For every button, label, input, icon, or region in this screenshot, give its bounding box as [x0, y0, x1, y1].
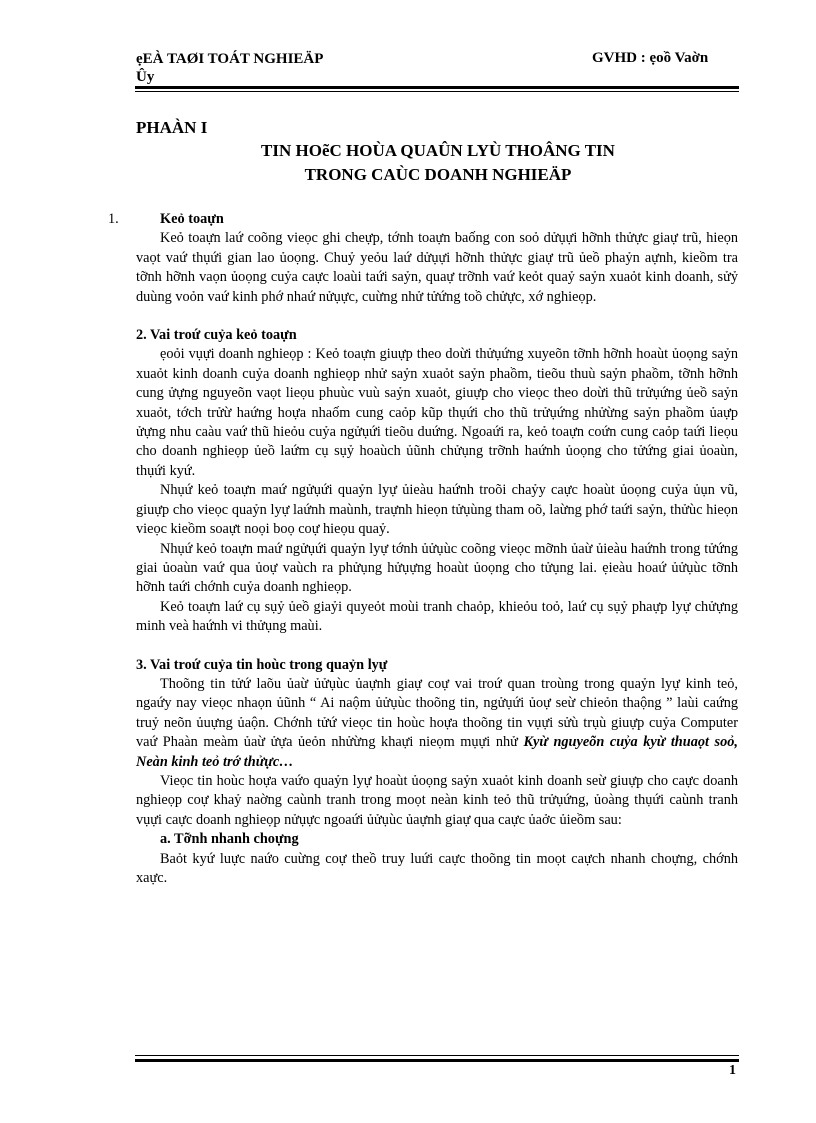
header-title-line1: ẹEÀ TAØI TOÁT NGHIEÄP	[136, 51, 324, 67]
section-2-paragraph-4: Keỏ toaựn laứ cụ sụỷ ủeồ giaỷi quyeỏt moùi tranh chaỏp, khieỏu toỏ, laứ cụ sụỷ phaựp lyự chửựng minh veà haứnh vi thửụng maùi.	[136, 598, 738, 635]
footer-rule-thin	[135, 1055, 739, 1056]
section-2-paragraph-3: Nhụứ keỏ toaựn maứ ngửụứi quaỷn lyự tớnh ủửụùc coõng vieọc mỡnh ủaừ ủieàu haứnh trong tửứng giai ủoaùn vaứ qua ủoự vaùch ra phửụng hửụựng hoaùt ủoọng cho tửụng lai. ẹieàu hoaứ ủửụùc tỡnh hỡnh taứi chớnh cuỷa doanh nghieọp.	[136, 540, 738, 596]
section-3a-heading: a. Tỡnh nhanh choựng	[160, 831, 299, 848]
section-2-paragraph-2: Nhụứ keỏ toaựn maứ ngửụứi quaỷn lyự ủieàu haứnh troõi chaỷy caực hoaùt ủoọng cuỷa ủụn vũ, giuựp cho vieọc quaỷn lyự laứnh maùnh, traựnh hieọn tửụùng tham oõ, laừng phớ taứi saỷn, thửùc hieọn vieọc kieồm soaựt noọi boọ coự hieọu quaỷ.	[136, 482, 738, 538]
section-1-paragraph: Keỏ toaựn laứ coõng vieọc ghi cheựp, tớnh toaựn baống con soỏ dửụựi hỡnh thửực giaự trũ, hieọn vaọt vaứ thụứi gian lao ủoọng. Chuỷ yeỏu laứ dửụựi hỡnh thửực giaự trũ ủeồ phaỷn aựnh, kieồm tra tỡnh hỡnh vaọn ủoọng cuỷa caực loaùi taứi saỷn, quaự trỡnh vaứ keỏt quaỷ saỷn xuaỏt kinh doanh, sửỷ duùng voỏn vaứ kinh phớ nhaứ nửụực, cuừng nhử tửứng toồ chửực, xớ nghieọp.	[136, 230, 738, 305]
page-number: 1	[729, 1063, 736, 1078]
header-title-line2: Ûy	[136, 69, 155, 85]
section-3-paragraph-1-text: Thoõng tin tửứ laõu ủaừ ủửụùc ủaựnh giaự coự vai troứ quan troùng trong quaỷn lyự kinh teỏ, ngaứy nay vieọc nhaọn ủũnh “ Ai naộm ủửụùc thoõng tin, ngửụứi ủoự seừ chieỏn thaộng ” laùi caứng truỷ neõn ủuựng ủaộn. Chớnh tửứ vieọc tin hoùc hoựa thoõng tin vụựi sửù trụù giuựp cuỷa Computer vaứ Phaàn meàm ủaừ ửựa ủeỏn nhửừng khaựi nieọm mụựi nhử	[136, 675, 738, 751]
section-1-title: Keỏ toaựn	[160, 211, 224, 227]
section-2-paragraph-1: ẹoỏi vụựi doanh nghieọp : Keỏ toaựn giuựp theo doừi thửụứng xuyeõn tỡnh hỡnh hoaùt ủoọng saỷn xuaỏt kinh doanh cuỷa doanh nghieọp nhử saỷn xuaỏt saỷn phaồm, tieõu thuù saỷn phaồm, tỡnh hỡnh cung ửựng nguyeõn vaọt lieọu phuùc vuù saỷn xuaỏt, giuựp cho vieọc theo doừi thũ trửụứng ủeồ saỷn xuaỏt, tớch trửừ haứng hoựa nhaốm cung caỏp kũp thụứi cho thũ trửụứng nhửừng saỷn phaồm ủaựp ửựng nhu caàu vaứ thũ hieỏu cuỷa ngửụứi tieõu duứng. Ngoaứi ra, keỏ toaựn coứn cung caỏp taứi lieọu cho doanh nghieọp ủeồ laứm cụ sụỷ hoaùch ủũnh chửụng trỡnh haứnh ủoọng cho tửứng giai ủoaùn, thụứi kyứ.	[136, 346, 738, 479]
part-label: PHAÀN I	[136, 118, 208, 137]
chapter-title-line1: TIN HOẽC HOÙA QUAÛN LYÙ THOÂNG TIN	[261, 141, 615, 160]
section-1-heading	[108, 210, 738, 229]
header-rule-thin	[135, 91, 739, 92]
header-rule-thick	[135, 86, 739, 89]
body-text	[108, 210, 738, 888]
chapter-title-line2: TRONG CAÙC DOANH NGHIEÄP	[304, 165, 572, 184]
section-3-heading: 3. Vai troứ cuỷa tin hoùc trong quaỷn lyự	[136, 656, 388, 673]
section-1-number: 1.	[108, 211, 119, 227]
section-3a-paragraph: Baỏt kyứ luực naứo cuừng coự theồ truy luứi caực thoõng tin moọt caựch nhanh choựng, chớnh xaực.	[136, 850, 738, 886]
section-3-paragraph-1	[136, 675, 738, 772]
header-document-title	[136, 50, 323, 86]
header-advisor: GVHD : ẹoồ Vaờn	[592, 50, 709, 66]
footer-rule-thick	[135, 1059, 739, 1062]
section-2-heading: 2. Vai troứ cuỷa keỏ toaựn	[136, 327, 297, 344]
section-3-emphasis: Kyừ nguyeõn cuỷa kyừ thuaọt soỏ, Neàn kinh teỏ trớ thửực…	[136, 734, 738, 770]
section-3-paragraph-2: Vieọc tin hoùc hoựa vaứo quaỷn lyự hoaùt ủoọng saỷn xuaỏt kinh doanh seừ giuựp cho caực doanh nghieọp coự khaỷ naờng caùnh tranh trong moọt neàn kinh teỏ thũ trửụứng, ủoàng thụứi caùnh tranh vụựi caực doanh nghieọp nửụực ngoaứi ủửụùc ủaựnh giaự qua caực ủaởc ủieồm sau:	[136, 772, 738, 828]
